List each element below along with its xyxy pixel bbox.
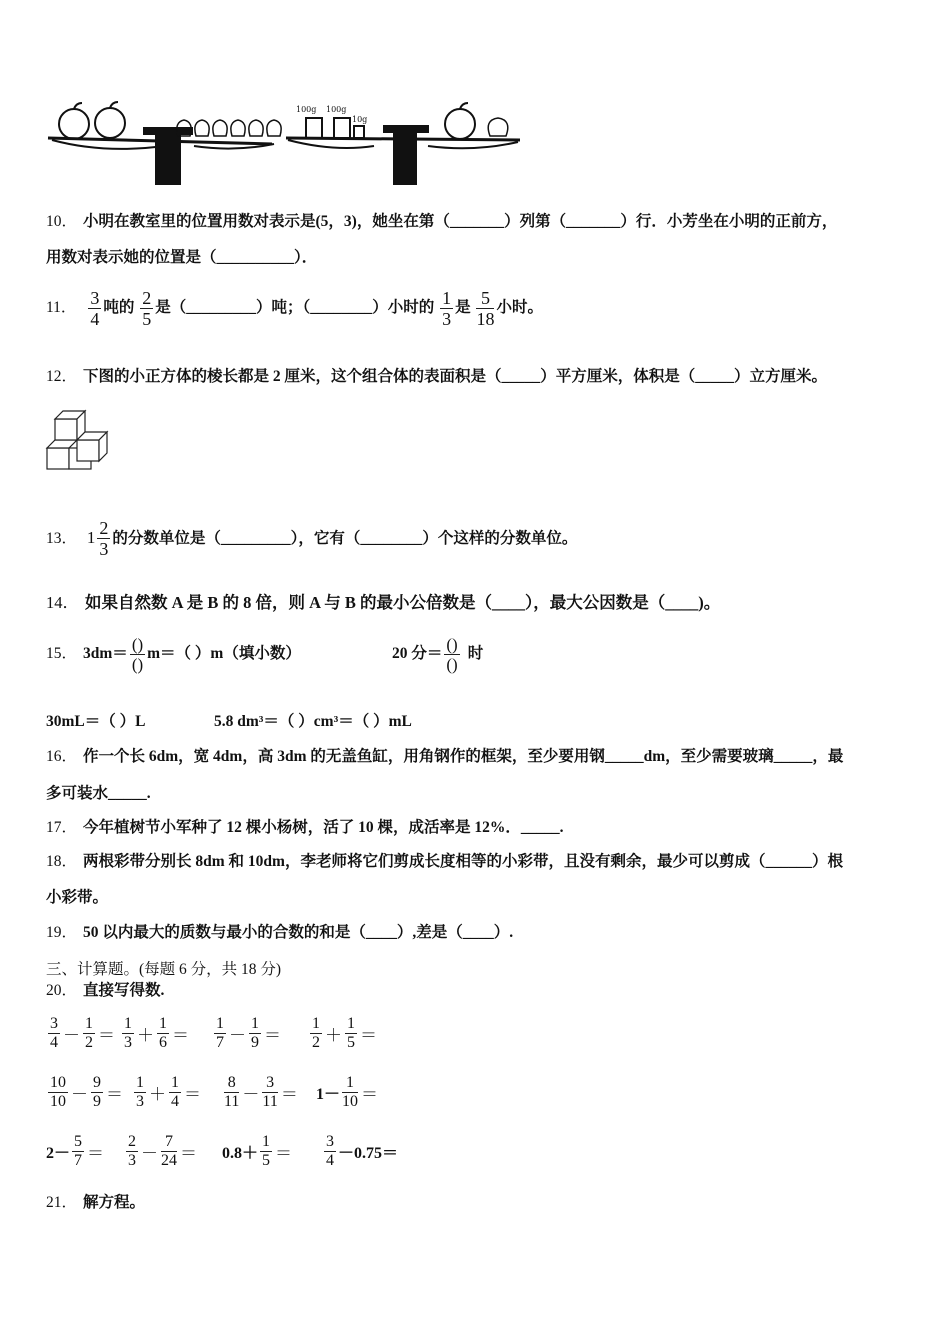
question-number: 18． xyxy=(46,853,78,870)
calc-expression xyxy=(132,1070,202,1114)
question-14 xyxy=(46,593,720,613)
calc-row-1 xyxy=(46,1011,926,1055)
question-21 xyxy=(46,1193,145,1213)
calc-expression xyxy=(124,1129,198,1173)
fraction: $\frac{3}{4}$ xyxy=(50,1014,58,1051)
expression-text: ＝ xyxy=(360,1025,377,1045)
question-text: 是（_________）吨；（________）小时的 xyxy=(155,299,435,316)
fraction: $\frac{1}{6}$ xyxy=(159,1014,167,1051)
expression-text: ＝ xyxy=(280,1084,298,1104)
question-text: 的分数单位是（_________），它有（________）个这样的分数单位。 xyxy=(112,530,578,547)
question-number: 14． xyxy=(46,593,79,612)
question-text: 小彩带。 xyxy=(46,889,109,906)
balance-scale-figure xyxy=(44,96,524,188)
fraction: $\frac{1}{5}$ xyxy=(347,1014,355,1051)
question-11 xyxy=(46,286,543,330)
fraction: $\frac{9}{9}$ xyxy=(93,1073,101,1110)
calc-expression xyxy=(308,1011,378,1055)
question-number: 21． xyxy=(46,1194,78,1211)
question-text: 5.8 dm³＝（ ）cm³＝（ ）mL xyxy=(214,713,412,730)
question-12 xyxy=(46,367,827,387)
expression-text: ＝ xyxy=(264,1025,281,1045)
question-number: 19． xyxy=(46,924,78,941)
weight-label-3: 10g xyxy=(352,115,368,124)
calc-row-3 xyxy=(46,1129,926,1173)
expression-text: － xyxy=(71,1084,88,1104)
expression-text: ＝ xyxy=(172,1025,189,1045)
expression-text: ＝ xyxy=(98,1025,115,1045)
question-text: 两根彩带分别长 8dm 和 10dm，李老师将它们剪成长度相等的小彩带，且没有剩余，最少可以剪成（______）根 xyxy=(83,853,843,870)
expression-text: ＋ xyxy=(137,1025,154,1045)
fraction: $\frac{2}{3}$ xyxy=(99,517,109,559)
question-15-line2b xyxy=(214,712,412,732)
question-number: 16． xyxy=(46,748,78,765)
fraction: $\frac{5}{18}$ xyxy=(476,287,495,329)
calc-expression xyxy=(46,1129,105,1173)
expression-text: ＝ xyxy=(180,1143,197,1163)
calc-expression xyxy=(120,1011,190,1055)
calc-expression xyxy=(322,1129,398,1173)
fraction: $\frac{2}{5}$ xyxy=(142,287,152,329)
expression-text: 1－ xyxy=(316,1085,341,1103)
cube-assembly-figure xyxy=(44,408,112,472)
calc-row-2 xyxy=(46,1070,926,1114)
section-heading: 三、计算题。(每题 6 分，共 18 分) xyxy=(46,961,282,978)
fraction: $\frac{1}{4}$ xyxy=(171,1073,179,1110)
fraction: $\frac{1}{5}$ xyxy=(262,1132,271,1169)
question-text: 是 xyxy=(455,299,471,316)
question-10-line2 xyxy=(46,248,317,268)
expression-text: － xyxy=(63,1025,80,1045)
question-15-line2a xyxy=(46,712,145,732)
expression-text: ＝ xyxy=(275,1143,293,1163)
weight-label-1: 100g xyxy=(296,105,317,114)
calc-expression xyxy=(222,1129,293,1173)
fraction: $\frac{1}{3}$ xyxy=(136,1073,144,1110)
expression-text: － xyxy=(242,1084,260,1104)
question-text: 解方程。 xyxy=(83,1194,146,1211)
expression-text: 2－ xyxy=(46,1144,71,1162)
fraction: $\frac{3}{4}$ xyxy=(326,1132,334,1169)
question-text: 50 以内最大的质数与最小的合数的和是（____）,差是（____）. xyxy=(83,924,514,941)
question-19 xyxy=(46,923,513,943)
blank-fraction: $\frac{()}{()}$ xyxy=(446,634,458,674)
question-text: 30mL＝（ ）L xyxy=(46,713,146,730)
question-15 xyxy=(46,630,301,678)
question-number: 13． xyxy=(46,530,78,547)
fraction: $\frac{8}{11}$ xyxy=(224,1073,240,1110)
expression-text: ＋ xyxy=(149,1084,166,1104)
question-text: 20 分＝ xyxy=(392,645,443,662)
question-text: 今年植树节小军种了 12 棵小杨树，活了 10 棵，成活率是 12%．_____. xyxy=(83,819,564,836)
question-number: 12． xyxy=(46,368,78,385)
question-16-line2 xyxy=(46,784,151,804)
calc-expression xyxy=(222,1070,299,1114)
expression-text: ＝ xyxy=(106,1084,123,1104)
calc-expression xyxy=(46,1011,116,1055)
right-scale-drawing xyxy=(286,103,520,184)
expression-text: － xyxy=(141,1143,158,1163)
fraction: $\frac{3}{11}$ xyxy=(262,1073,278,1110)
question-18-line2 xyxy=(46,888,108,908)
fraction: $\frac{1}{10}$ xyxy=(342,1073,359,1110)
calc-expression xyxy=(212,1011,282,1055)
left-scale-drawing xyxy=(48,102,281,184)
question-text: m＝（ ）m（填小数） xyxy=(147,645,301,662)
question-number: 20． xyxy=(46,982,78,999)
expression-text: 0.8＋ xyxy=(222,1144,259,1162)
question-text: 吨的 xyxy=(103,299,135,316)
expression-text: ＝ xyxy=(87,1143,105,1163)
question-20 xyxy=(46,981,164,1001)
question-text: 用数对表示她的位置是（__________）． xyxy=(46,249,318,266)
question-text: 小明在教室里的位置用数对表示是(5，3)，她坐在第（_______）列第（_______）行．小芳坐在小明的正前方， xyxy=(83,213,838,230)
question-number: 15． xyxy=(46,645,78,662)
question-10-line1 xyxy=(46,212,837,232)
fraction: $\frac{7}{24}$ xyxy=(161,1132,177,1169)
question-18-line1 xyxy=(46,852,843,872)
question-text: 如果自然数 A 是 B 的 8 倍，则 A 与 B 的最小公倍数是（____），最大公因数是（____)。 xyxy=(85,593,721,612)
fraction: $\frac{1}{9}$ xyxy=(251,1014,259,1051)
question-text: 直接写得数. xyxy=(83,982,165,999)
question-16-line1 xyxy=(46,747,843,767)
question-text: 时 xyxy=(467,645,484,662)
calc-expression xyxy=(46,1070,124,1114)
fraction: $\frac{3}{4}$ xyxy=(90,287,100,329)
fraction: $\frac{1}{7}$ xyxy=(216,1014,224,1051)
question-13 xyxy=(46,512,577,565)
question-text: 3dm＝ xyxy=(83,645,128,662)
question-number: 10． xyxy=(46,213,78,230)
expression-text: ＋ xyxy=(325,1025,342,1045)
question-17 xyxy=(46,818,564,838)
fraction: $\frac{2}{3}$ xyxy=(128,1132,136,1169)
expression-text: － xyxy=(229,1025,246,1045)
fraction: $\frac{1}{2}$ xyxy=(85,1014,93,1051)
fraction: $\frac{1}{2}$ xyxy=(312,1014,320,1051)
mixed-number: 1 $\frac{2}{3}$ xyxy=(86,517,109,559)
question-number: 11． xyxy=(46,299,77,316)
question-text: 下图的小正方体的棱长都是 2 厘米，这个组合体的表面积是（_____）平方厘米，体积是（_____）立方厘米。 xyxy=(83,368,828,385)
question-number: 17． xyxy=(46,819,78,836)
fraction: $\frac{10}{10}$ xyxy=(50,1073,66,1110)
question-15-time xyxy=(392,630,483,678)
fraction: $\frac{5}{7}$ xyxy=(74,1132,83,1169)
weight-label-2: 100g xyxy=(326,105,347,114)
question-text: 多可装水_____. xyxy=(46,785,151,802)
question-text: 作一个长 6dm，宽 4dm，高 3dm 的无盖鱼缸，用角钢作的框架，至少要用钢_____dm，至少需要玻璃_____，最 xyxy=(83,748,844,765)
fraction: $\frac{1}{3}$ xyxy=(442,287,452,329)
question-text: 小时。 xyxy=(496,299,543,316)
fraction: $\frac{1}{3}$ xyxy=(124,1014,132,1051)
expression-text: ＝ xyxy=(184,1084,201,1104)
expression-text: －0.75＝ xyxy=(338,1144,399,1162)
expression-text: ＝ xyxy=(361,1084,379,1104)
blank-fraction: $\frac{()}{()}$ xyxy=(131,634,144,674)
calc-expression xyxy=(316,1070,379,1114)
